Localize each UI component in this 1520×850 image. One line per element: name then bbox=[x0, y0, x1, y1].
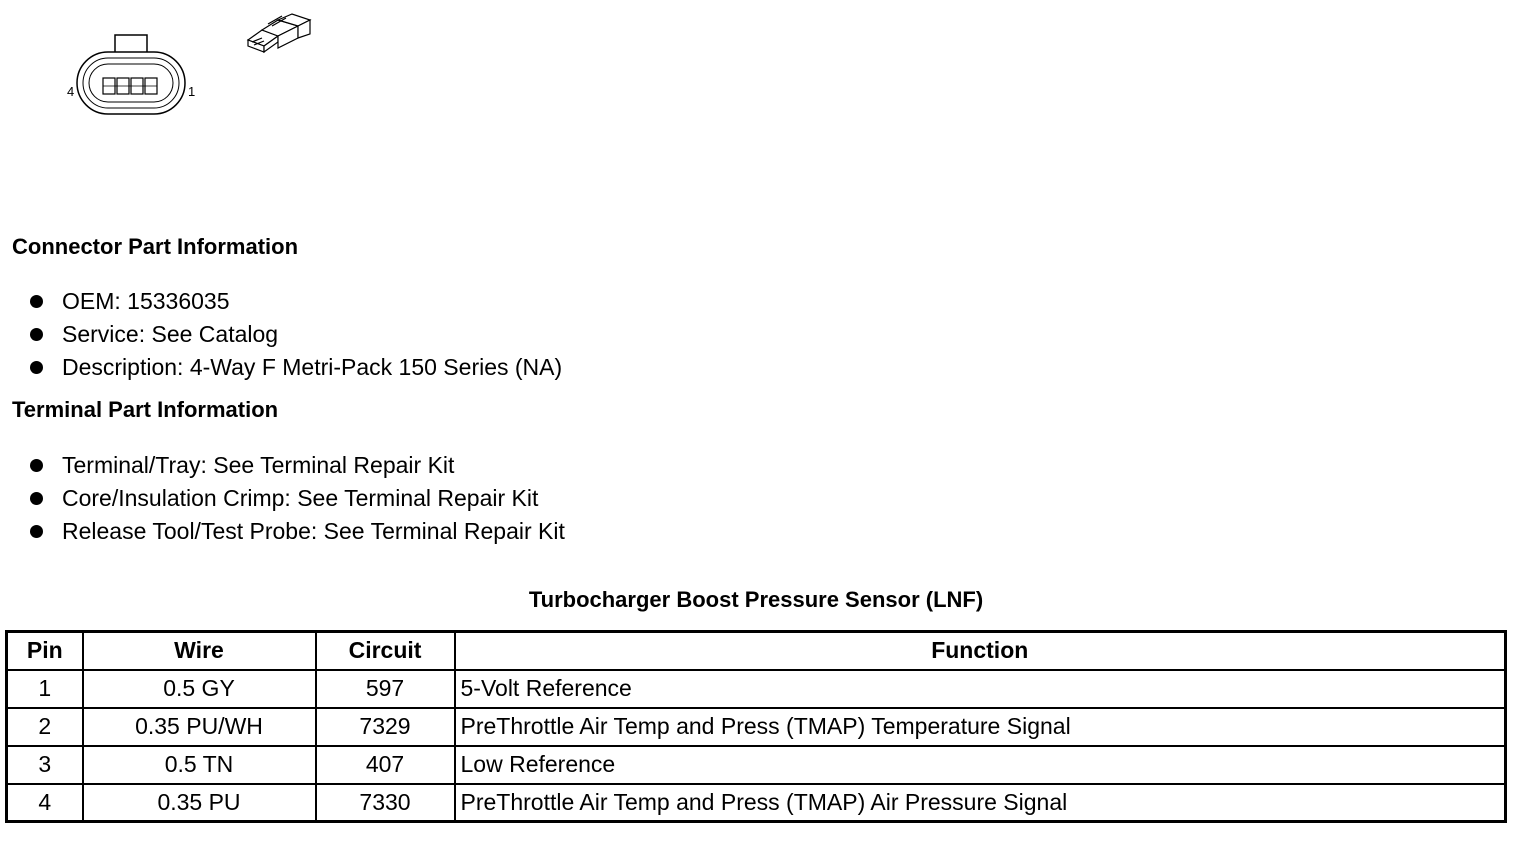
list-item-text: Description: 4-Way F Metri-Pack 150 Series (NA) bbox=[62, 354, 563, 380]
bullet-icon bbox=[30, 361, 43, 374]
cell-function: PreThrottle Air Temp and Press (TMAP) Temperature Signal bbox=[455, 708, 1506, 746]
list-item-text: Core/Insulation Crimp: See Terminal Repair Kit bbox=[62, 485, 539, 511]
cell-function: PreThrottle Air Temp and Press (TMAP) Air Pressure Signal bbox=[455, 784, 1506, 822]
cell-circuit: 7329 bbox=[316, 708, 455, 746]
cell-circuit: 407 bbox=[316, 746, 455, 784]
bullet-icon bbox=[30, 492, 43, 505]
column-header-circuit: Circuit bbox=[316, 632, 455, 670]
column-header-function: Function bbox=[455, 632, 1506, 670]
column-header-wire: Wire bbox=[83, 632, 316, 670]
list-item bbox=[30, 482, 565, 515]
cell-pin: 3 bbox=[7, 746, 83, 784]
cell-pin: 4 bbox=[7, 784, 83, 822]
terminal-part-heading: Terminal Part Information bbox=[12, 397, 279, 422]
table-row bbox=[7, 670, 1506, 708]
cell-pin: 1 bbox=[7, 670, 83, 708]
list-item bbox=[30, 285, 562, 318]
list-item bbox=[30, 318, 562, 351]
list-item bbox=[30, 449, 565, 482]
connector-diagram bbox=[60, 8, 340, 128]
table-header-row bbox=[7, 632, 1506, 670]
list-item-text: Service: See Catalog bbox=[62, 321, 279, 347]
cell-wire: 0.35 PU/WH bbox=[83, 708, 316, 746]
connector-face-drawing bbox=[60, 8, 340, 128]
cell-pin: 2 bbox=[7, 708, 83, 746]
table-title: Turbocharger Boost Pressure Sensor (LNF) bbox=[528, 587, 984, 612]
cell-wire: 0.35 PU bbox=[83, 784, 316, 822]
table-row bbox=[7, 784, 1506, 822]
list-item-text: Release Tool/Test Probe: See Terminal Repair Kit bbox=[62, 518, 565, 544]
list-item-text: Terminal/Tray: See Terminal Repair Kit bbox=[62, 452, 455, 478]
pin-label-right: 1 bbox=[188, 84, 196, 99]
cell-wire: 0.5 TN bbox=[83, 746, 316, 784]
list-item-text: OEM: 15336035 bbox=[62, 288, 230, 314]
bullet-icon bbox=[30, 525, 43, 538]
bullet-icon bbox=[30, 459, 43, 472]
column-header-pin: Pin bbox=[7, 632, 83, 670]
cell-function: 5-Volt Reference bbox=[455, 670, 1506, 708]
bullet-icon bbox=[30, 328, 43, 341]
pinout-table bbox=[5, 630, 1507, 823]
cell-function: Low Reference bbox=[455, 746, 1506, 784]
pin-label-left: 4 bbox=[67, 84, 75, 99]
bullet-icon bbox=[30, 295, 43, 308]
list-item bbox=[30, 351, 562, 384]
table-row bbox=[7, 708, 1506, 746]
cell-circuit: 597 bbox=[316, 670, 455, 708]
table-row bbox=[7, 746, 1506, 784]
terminal-part-list bbox=[30, 449, 565, 548]
connector-part-heading: Connector Part Information bbox=[12, 234, 299, 259]
cell-wire: 0.5 GY bbox=[83, 670, 316, 708]
cell-circuit: 7330 bbox=[316, 784, 455, 822]
list-item bbox=[30, 515, 565, 548]
connector-part-list bbox=[30, 285, 562, 384]
